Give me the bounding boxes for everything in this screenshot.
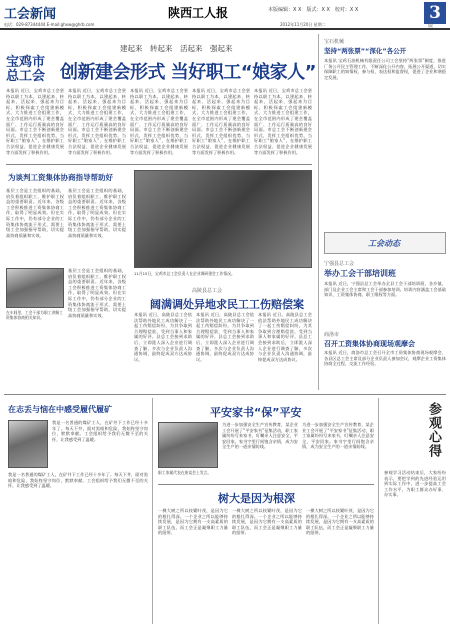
- center-col-3: 本报讯 近日，高陵县总工会依法帮助外地民工成功解决了一起工伤赔偿纠纷，为其争取到合理赔偿款，受到当事人和家属的好评。县总工会接到求助后，立即派人深入企业进行调查了解，多次与企业负责人沟通协调，最终促成双方达成协议。: [258, 312, 312, 362]
- left-mid-col-3: 基层工会是工会组织的基础，肩负着组织职工、维护职工权益的重要职责。近年来，各级工会积极推进工资集体协商工作，取得了明显成效。但在实际工作中，仍有部分企业的工资集体协商流于形式，需要上级工会加强指导帮助，切实提高协商质量和实效。: [68, 268, 126, 318]
- bottom-center2-col-3: 一棵大树之所以枝繁叶茂，是因为它的根扎得深。一个企业之所以能够持续发展，是因为它拥有一支高素质的职工队伍，而工会正是凝聚职工力量的纽带。: [306, 508, 374, 536]
- left-mid-col-2: 基层工会是工会组织的基础，肩负着组织职工、维护职工权益的重要职责。近年来，各级工会积极推进工资集体协商工作，取得了明显成效。但在实际工作中，仍有部分企业的工资集体协商流于形式，需要上级工会加强指导帮助，切实提高协商质量和实效。: [68, 188, 126, 238]
- bottom-center2-col-2: 一棵大树之所以枝繁叶茂，是因为它的根扎得深。一个企业之所以能够持续发展，是因为它拥有一支高素质的职工队伍，而工会正是凝聚职工力量的纽带。: [232, 508, 302, 536]
- right-top-title: 坚持“两张票”“深化”各公开: [324, 47, 407, 55]
- bottom-center-col-2: 为进一步加强安全生产宣传教育，某企业工会开展了“平安家书”征集活动，职工家属纷纷写来家书，叮嘱亲人注意安全，平安回家。家书字里行间饱含亲情，成为安全生产的一道亲情防线。: [302, 422, 374, 450]
- lead-col-5: 本报讯 近日，宝鸡市总工会坚持以职工为本，以建起来、转起来、活起来、强起来为目标，积极探索工会组建新模式，大力推进工会组建工作，在全市范围内形成了建会覆盖面广、工作运行质量高的良好局面。市总工会不断创新建会形式，发挥工会组织优势，当好职工“娘家人”，在维护职工合法权益、促进企业健康发展等方面发挥了积极作用。: [254, 88, 312, 155]
- bottom-center-divider: [158, 484, 374, 485]
- bottom-divider-v1: [152, 398, 153, 624]
- divider: [6, 164, 312, 165]
- center-col-2: 本报讯 近日，高陵县总工会依法帮助外地民工成功解决了一起工伤赔偿纠纷，为其争取到合理赔偿款，受到当事人和家属的好评。县总工会接到求助后，立即派人深入企业进行调查了解，多次与企业负责人沟通协调，最终促成双方达成协议。: [196, 312, 254, 362]
- newspaper-name: 陕西工人报: [168, 6, 229, 20]
- lead-col-2: 本报讯 近日，宝鸡市总工会坚持以职工为本，以建起来、转起来、活起来、强起来为目标，积极探索工会组建新模式，大力推进工会组建工作，在全市范围内形成了建会覆盖面广、工作运行质量高的良好局面。市总工会不断创新建会形式，发挥工会组织优势，当好职工“娘家人”，在维护职工合法权益、促进企业健康发展等方面发挥了积极作用。: [68, 88, 126, 155]
- photo-family: [158, 422, 218, 468]
- bottom-right-vertical-title: 参观心得: [426, 402, 441, 458]
- lead-col-1: 本报讯 近日，宝鸡市总工会坚持以职工为本，以建起来、转起来、活起来、强起来为目标，积极探索工会组建新模式，大力推进工会组建工作，在全市范围内形成了建会覆盖面广、工作运行质量高的良好局面。市总工会不断创新建会形式，发挥工会组织优势，当好职工“娘家人”，在维护职工合法权益、促进企业健康发展等方面发挥了积极作用。: [6, 88, 64, 155]
- bottom-left-col-1: 我是一名普通的煤矿工人，在矿井下工作已经十多年了。每天下井，面对黑暗和危险，我始终坚守岗位，默默奉献。工会组织给予我们无微不至的关怀，让我感受到了温暖。: [52, 420, 148, 442]
- center-kicker: 高陵县总工会: [192, 288, 223, 294]
- photo-caption-left: 在车间里，工会干部为职工讲解工资集体协商相关知识。: [6, 310, 63, 320]
- right-top-body: 本报讯 宝鸡石油机械有限责任公司工会坚持“两张票”制度，推进厂务公开民主管理工作，不断深化公开内容，拓展公开渠道，切实保障职工的知情权、参与权、表达权和监督权，促进了企业和谐稳定发展。: [324, 58, 446, 80]
- contact-line: 电话：029-87344444 E-mail:ghxw@ghrb.com: [4, 22, 95, 27]
- center-col-1: 本报讯 近日，高陵县总工会依法帮助外地民工成功解决了一起工伤赔偿纠纷，为其争取到合理赔偿款，受到当事人和家属的好评。县总工会接到求助后，立即派人深入企业进行调查了解，多次与企业负责人沟通协调，最终促成双方达成协议。: [134, 312, 192, 362]
- photo-caption-center: 11月15日，宝鸡市总工会负责人在企业调研建会工作情况。: [134, 271, 235, 276]
- photo-caption-bottom: 职工家属代表在座谈会上发言。: [158, 470, 212, 475]
- lead-col-3: 本报讯 近日，宝鸡市总工会坚持以职工为本，以建起来、转起来、活起来、强起来为目标，积极探索工会组建新模式，大力推进工会组建工作，在全市范围内形成了建会覆盖面广、工作运行质量高的良好局面。市总工会不断创新建会形式，发挥工会组织优势，当好职工“娘家人”，在维护职工合法权益、促进企业健康发展等方面发挥了积极作用。: [130, 88, 188, 155]
- issue-date: 2012年11月20日 星期二: [280, 22, 326, 27]
- bottom-divider: [4, 394, 446, 395]
- right-mid-title: 举办工会干部培训班: [324, 269, 396, 278]
- bottom-center2-title: 树大是因为根深: [218, 492, 295, 505]
- bottom-center-col-1: 为进一步加强安全生产宣传教育，某企业工会开展了“平安家书”征集活动，职工家属纷纷写来家书，叮嘱亲人注意安全，平安回家。家书字里行间饱含亲情，成为安全生产的一道亲情防线。: [222, 422, 298, 450]
- right-lower-kicker: 商洛市: [324, 332, 340, 338]
- bottom-divider-v2: [378, 398, 379, 624]
- bottom-left-col-2: 我是一名普通的煤矿工人，在矿井下工作已经十多年了。每天下井，面对黑暗和危险，我始终坚守岗位，默默奉献。工会组织给予我们无微不至的关怀，让我感受到了温暖。: [8, 472, 148, 489]
- page-number: 3: [424, 2, 446, 24]
- photo-meeting: [134, 170, 312, 268]
- left-mid-col-1: 基层工会是工会组织的基础，肩负着组织职工、维护职工权益的重要职责。近年来，各级工会积极推进工资集体协商工作，取得了明显成效。但在实际工作中，仍有部分企业的工资集体协商流于形式，需要上级工会加强指导帮助，切实提高协商质量和实效。: [6, 188, 64, 238]
- lead-headline: 创新建会形式 当好职工“娘家人”: [60, 62, 316, 83]
- editor-info: 本版编辑：X X 版式：X X 校对：X X: [268, 7, 359, 13]
- photo-workers: [6, 268, 64, 308]
- photo-author: [8, 420, 48, 468]
- bottom-center-title: 平安家书“保”平安: [210, 406, 302, 419]
- column-divider: [318, 34, 319, 390]
- center-title: 阔满调处异地求民工工伤赔偿案: [150, 298, 304, 311]
- right-mid-body: 本报讯 近日，宁强县总工会举办全县工会干部培训班，各乡镇、部门及企业工会主席和工会干部参加培训。培训内容涵盖工会基础知识、工资集体协商、职工维权等方面。: [324, 281, 446, 298]
- right-mid-kicker: 宁强县总工会: [324, 261, 355, 267]
- lead-col-4: 本报讯 近日，宝鸡市总工会坚持以职工为本，以建起来、转起来、活起来、强起来为目标，积极探索工会组建新模式，大力推进工会组建工作，在全市范围内形成了建会覆盖面广、工作运行质量高的良好局面。市总工会不断创新建会形式，发挥工会组织优势，当好职工“娘家人”，在维护职工合法权益、促进企业健康发展等方面发挥了积极作用。: [192, 88, 250, 155]
- page-label: 版: [428, 23, 434, 29]
- right-top-kicker: 宝石机械: [324, 39, 345, 45]
- section-title: 工会新闻: [4, 7, 57, 22]
- right-lower-body: 本报讯 近日，商洛市总工会召开全市工资集体协商现场观摩会，各县区总工会主席及部分企业负责人参加会议，观摩企业工资集体协商全过程，交流工作经验。: [324, 350, 446, 367]
- left-mid-title: 为谈判工资集体协商指导帮助好: [8, 173, 113, 182]
- lead-side-title: 宝鸡市总工会: [6, 55, 46, 84]
- section-logo-text: 工会动态: [368, 238, 400, 248]
- right-lower-title: 召开工资集体协商现场观摩会: [324, 340, 415, 348]
- bottom-center2-col-1: 一棵大树之所以枝繁叶茂，是因为它的根扎得深。一个企业之所以能够持续发展，是因为它拥有一支高素质的职工队伍，而工会正是凝聚职工力量的纽带。: [158, 508, 228, 536]
- bottom-left-title: 在志丢与恼在中感受履代履矿: [8, 405, 112, 414]
- lead-kicker: 建起来 转起来 活起来 强起来: [120, 44, 233, 53]
- bottom-right-body: 参观学习活动结束后，大家纷纷表示，要把学到的先进经验运用到实际工作中，进一步提高工会工作水平，为职工群众办好事、办实事。: [384, 470, 446, 498]
